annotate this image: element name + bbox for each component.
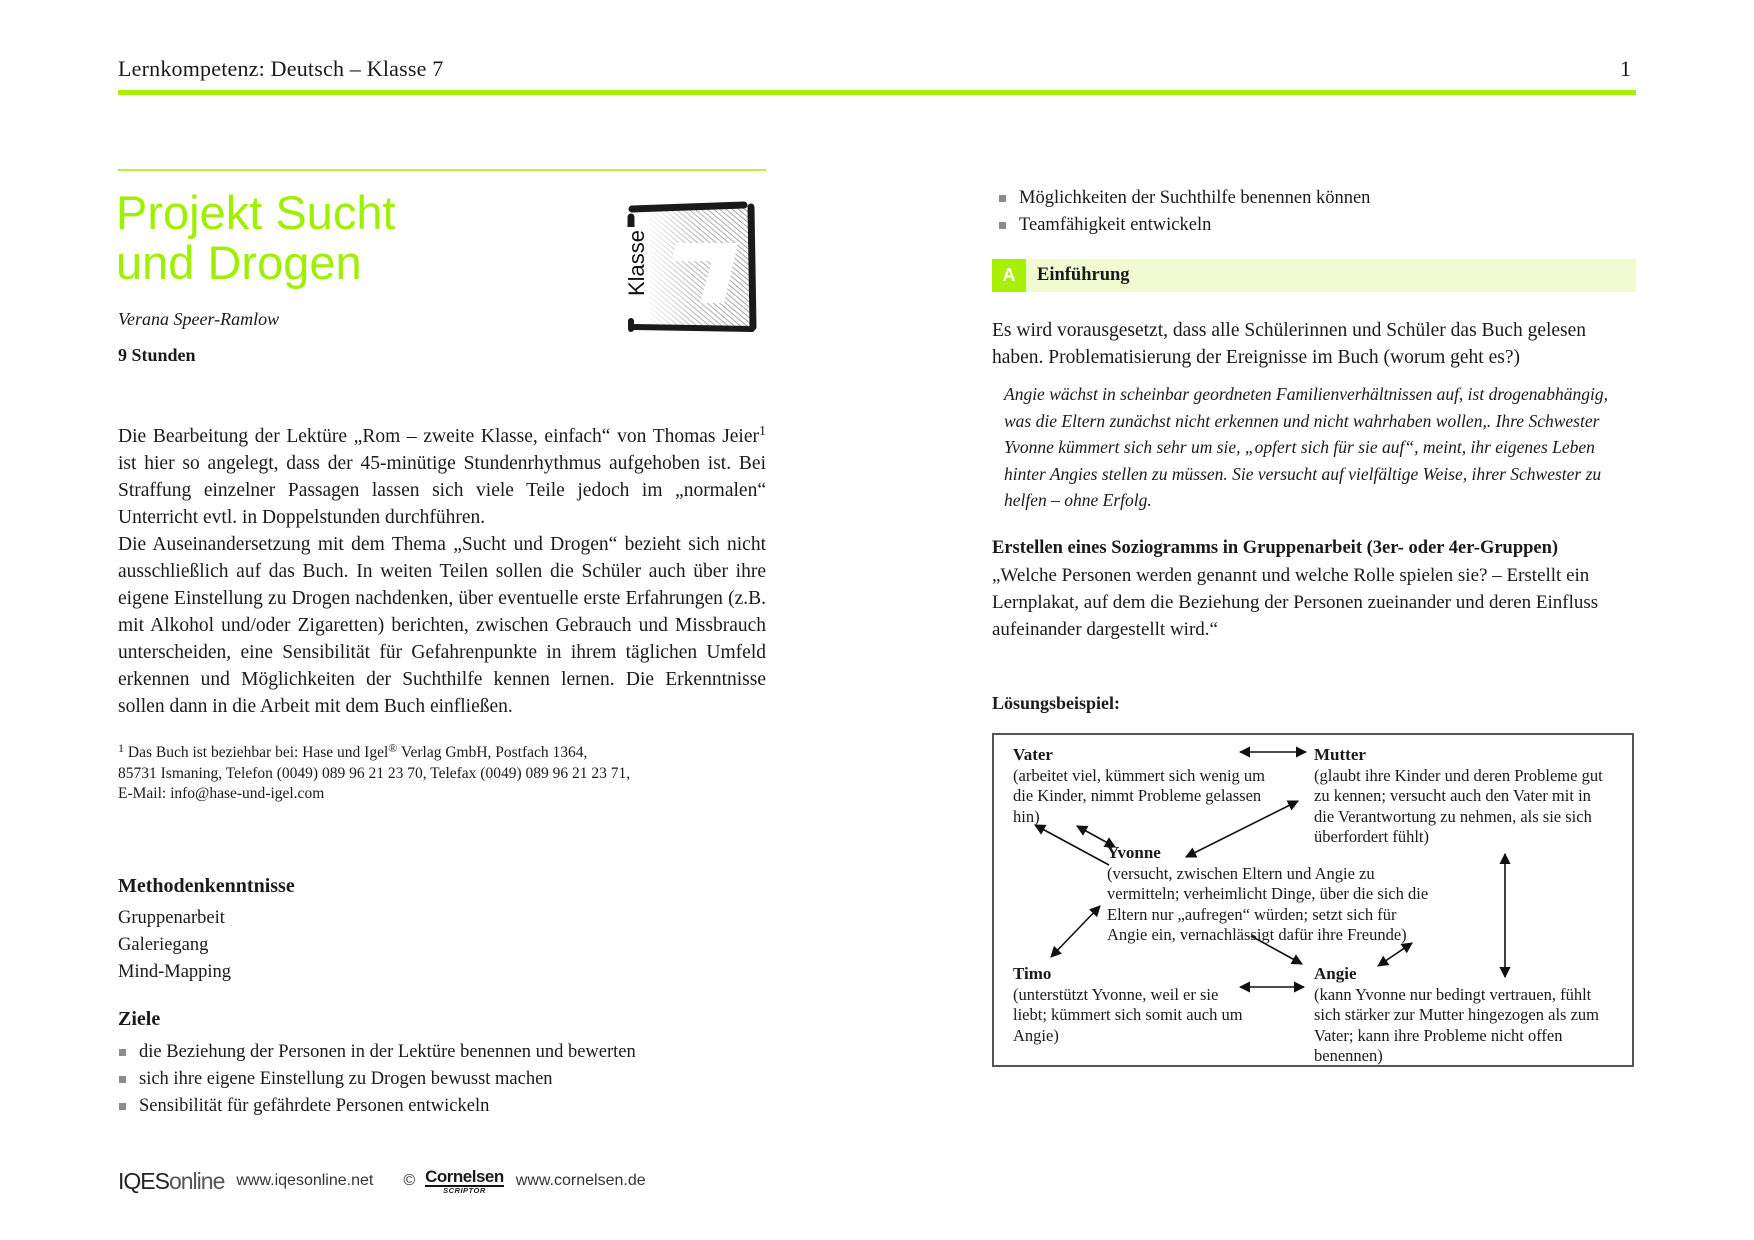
footnote-line-1: Das Buch ist beziehbar bei: Hase und Igel xyxy=(124,744,389,761)
header-rule xyxy=(118,90,1636,95)
goals-heading: Ziele xyxy=(118,1008,161,1030)
footnote-mark: 1 xyxy=(118,741,124,755)
node-description: (versucht, zwischen Eltern und Angie zu vermitteln; verheimlicht Dinge, über die sich die Eltern nur „aufregen“ würden; setzt sich für Angie ein, vernachlässigt dafür ihre Freunde) xyxy=(1107,863,1429,944)
footnote xyxy=(118,743,778,805)
node-description: (arbeitet viel, kümmert sich wenig um die Kinder, nimmt Probleme gelassen hin) xyxy=(1013,765,1266,826)
footnote-email: E-Mail: info@hase-und-igel.com xyxy=(118,785,325,802)
footnote-ref: 1 xyxy=(759,424,766,439)
iqes-link[interactable]: www.iqesonline.net xyxy=(236,1172,374,1189)
cornelsen-logo-main: Cornelsen xyxy=(425,1166,504,1186)
duration: 9 Stunden xyxy=(118,345,196,365)
node-description: (glaubt ihre Kinder und deren Probleme gut zu kennen; versucht auch den Vater mit in die Verantwortung zu nehmen, als sie sich überfordert fühlt) xyxy=(1314,765,1603,846)
iqes-logo-light: online xyxy=(168,1167,225,1194)
footnote-line-1-end: Verlag GmbH, Postfach 1364, xyxy=(397,744,588,761)
title-line-2: und Drogen xyxy=(116,236,362,289)
node-yvonne xyxy=(1107,843,1487,946)
bullet-square-icon xyxy=(999,222,1006,229)
registered-mark: ® xyxy=(388,741,398,755)
node-name: Angie xyxy=(1314,964,1357,983)
solution-label: Lösungsbeispiel: xyxy=(992,693,1121,713)
goal-text: Teamfähigkeit entwickeln xyxy=(1019,215,1212,235)
author: Verana Speer-Ramlow xyxy=(118,309,280,329)
running-header-title: Lernkompetenz: Deutsch – Klasse 7 xyxy=(118,56,444,81)
node-angie xyxy=(1314,964,1634,1067)
goal-text: Sensibilität für gefährdete Personen entwickeln xyxy=(139,1096,490,1116)
section-letter-badge: A xyxy=(992,259,1026,292)
sociogram-diagram xyxy=(992,733,1634,1067)
copyright-icon: © xyxy=(403,1172,416,1189)
bullet-square-icon xyxy=(119,1076,126,1083)
plot-summary: Angie wächst in scheinbar geordneten Familienverhältnissen auf, ist drogenabhängig, was die Eltern zunächst nicht erkennen und nicht wahrhaben wollen,. Ihre Schwester Yvonne kümmert sich sehr um sie, „opfert sich für sie auf“, meint, ihr eigenes Leben hinter Angies stellen zu müssen. Sie versucht auf vielfältige Weise, ihrer Schwester zu helfen – ohne Erfolg. xyxy=(1004,384,1609,510)
bullet-square-icon xyxy=(999,195,1006,202)
task-heading: Erstellen eines Soziogramms in Gruppenarbeit (3er- oder 4er-Gruppen) xyxy=(992,538,1559,558)
cornelsen-logo-sub: SCRIPTOR xyxy=(443,1185,486,1195)
cornelsen-logo xyxy=(425,1168,504,1195)
node-mutter xyxy=(1314,745,1634,848)
goal-item xyxy=(118,1039,636,1066)
node-description: (kann Yvonne nur bedingt vertrauen, fühlt sich stärker zur Mutter hingezogen als zum Vater; kann ihre Probleme nicht offen benennen) xyxy=(1314,984,1599,1065)
title-rule xyxy=(118,169,766,171)
section-a-bar xyxy=(992,259,1636,292)
methods-item: Gruppenarbeit xyxy=(118,908,225,928)
page-title xyxy=(116,188,396,288)
bullet-square-icon xyxy=(119,1049,126,1056)
goals-list xyxy=(118,1039,636,1120)
title-line-1: Projekt Sucht xyxy=(116,186,396,239)
methods-item: Galeriegang xyxy=(118,935,209,955)
node-name: Vater xyxy=(1013,745,1053,764)
bullet-square-icon xyxy=(119,1103,126,1110)
node-vater xyxy=(1013,745,1313,827)
cornelsen-link[interactable]: www.cornelsen.de xyxy=(515,1172,646,1189)
goal-item xyxy=(998,212,1370,239)
goal-text: Möglichkeiten der Suchthilfe benennen können xyxy=(1019,188,1371,208)
intro-p1-text: Die Bearbeitung der Lektüre „Rom – zweite Klasse, einfach“ von Thomas Jeier xyxy=(118,426,759,447)
iqes-logo-bold: IQES xyxy=(118,1167,169,1194)
node-description: (unterstützt Yvonne, weil er sie liebt; kümmert sich somit auch um Angie) xyxy=(1013,984,1243,1045)
intro-text xyxy=(118,423,766,720)
methods-item: Mind-Mapping xyxy=(118,962,232,982)
section-a-title: Einführung xyxy=(1037,265,1130,285)
premise-text: Es wird vorausgesetzt, dass alle Schülerinnen und Schüler das Buch gelesen haben. Problematisierung der Ereignisse im Buch (worum geht es?) xyxy=(992,320,1587,368)
node-name: Timo xyxy=(1013,964,1052,983)
goals-list-continued xyxy=(998,185,1370,239)
goal-item xyxy=(998,185,1370,212)
intro-paragraph-1 xyxy=(118,423,766,531)
intro-paragraph-2: Die Auseinandersetzung mit dem Thema „Sucht und Drogen“ bezieht sich nicht ausschließlich auf das Buch. In weiten Teilen sollen die Schüler auch über ihre eigene Einstellung zu Drogen nachdenken, über eventuelle erste Erfahrungen (z.B. mit Alkohol und/oder Zigaretten) berichten, zwischen Gebrauch und Missbrauch unterscheiden, eine Sensibilität für Gefahrenpunkte in ihrem täglichen Umfeld erkennen und Möglichkeiten der Suchthilfe kennen lernen. Die Erkenntnisse sollen dann in die Arbeit mit dem Buch einfließen. xyxy=(118,534,766,717)
page-number: 1 xyxy=(1620,56,1631,81)
goal-item xyxy=(118,1066,636,1093)
node-name: Mutter xyxy=(1314,745,1366,764)
task-text: „Welche Personen werden genannt und welche Rolle spielen sie? – Erstellt ein Lernplakat, auf dem die Beziehung der Personen zueinander und deren Einfluss aufeinander dargestellt wird.“ xyxy=(992,565,1599,640)
node-name: Yvonne xyxy=(1107,843,1161,862)
methods-list xyxy=(118,905,231,986)
goal-text: die Beziehung der Personen in der Lektüre benennen und bewerten xyxy=(139,1042,636,1062)
goal-text: sich ihre eigene Einstellung zu Drogen bewusst machen xyxy=(139,1069,553,1089)
goal-item xyxy=(118,1093,636,1120)
footnote-line-2: 85731 Ismaning, Telefon (0049) 089 96 21 23 70, Telefax (0049) 089 96 21 23 71, xyxy=(118,764,631,782)
iqes-logo xyxy=(118,1168,224,1195)
intro-p1-rest: ist hier so angelegt, dass der 45-minütige Stundenrhythmus aufgehoben ist. Bei Straffung einzelner Passagen lassen sich viele Teile jedoch im „normalen“ Unterricht evtl. in Doppelstunden durchführen. xyxy=(118,453,766,528)
node-timo xyxy=(1013,964,1263,1046)
grade-badge xyxy=(626,199,758,334)
badge-label: Klasse xyxy=(624,227,650,299)
methods-heading: Methodenkenntnisse xyxy=(118,875,295,897)
footer xyxy=(118,1166,646,1196)
